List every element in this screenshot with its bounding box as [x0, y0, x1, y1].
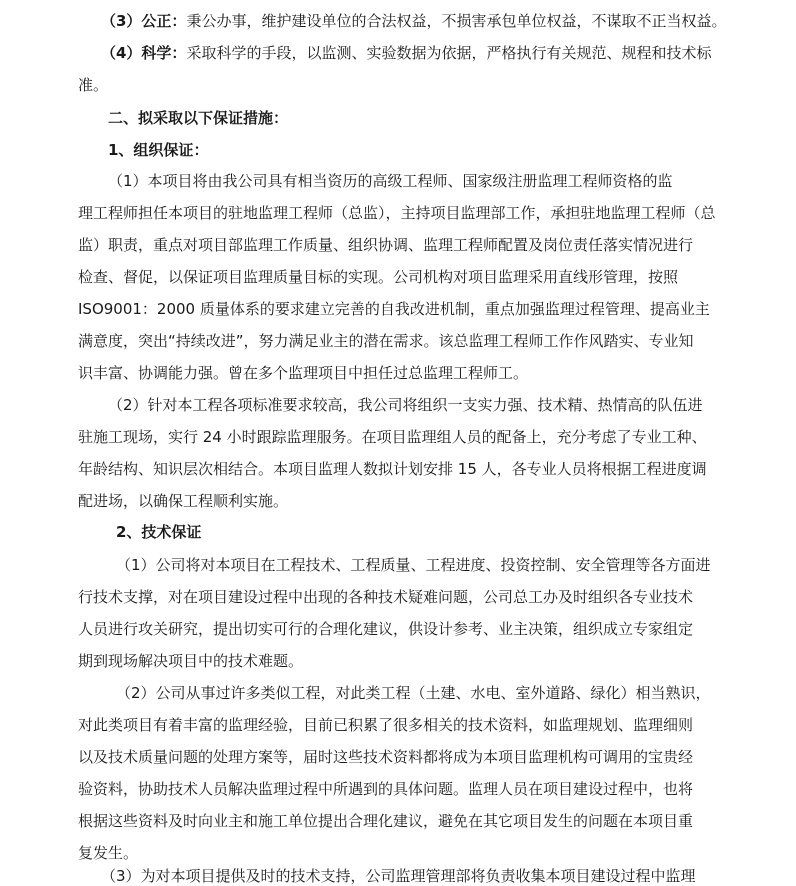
paragraph-line: （1）本项目将由我公司具有相当资历的高级工程师、国家级注册监理工程师资格的监 — [108, 172, 673, 190]
paragraph-line: 复发生。 — [78, 844, 139, 862]
paragraph-line: 驻施工现场，实行 24 小时跟踪监理服务。在项目监理组人员的配备上，充分考虑了专业工种、 — [78, 428, 707, 446]
paragraph-line: 配进场，以确保工程顺利实施。 — [78, 492, 289, 510]
paragraph-line: （2）公司从事过许多类似工程，对此类工程（土建、水电、室外道路、绿化）相当熟识， — [116, 684, 711, 702]
paragraph-line: （1）公司将对本项目在工程技术、工程质量、工程进度、投资控制、安全管理等各方面进 — [116, 556, 711, 574]
item4-line-1 — [101, 43, 796, 63]
paragraph-line: 理工程师担任本项目的驻地监理工程师（总监），主持项目监理部工作，承担驻地监理工程师（总 — [78, 204, 716, 222]
paragraph-line: 行技术支撑，对在项目建设过程中出现的各种技术疑难问题，公司总工办及时组织各专业技术 — [78, 588, 694, 606]
item4-text-1: 采取科学的手段，以监测、实验数据为依据，严格执行有关规范、规程和技术标 — [186, 44, 712, 62]
paragraph-line: （2）针对本工程各项标准要求较高，我公司将组织一支实力强、技术精、热情高的队伍进 — [108, 396, 703, 414]
paragraph-line: 以及技术质量问题的处理方案等，届时这些技术资料都将成为本项目监理机构可调用的宝贵经 — [78, 748, 694, 766]
paragraph-line: 监）职责，重点对项目部监理工作质量、组织协调、监理工程师配置及岗位责任落实情况进行 — [78, 236, 694, 254]
paragraph-line: 根据这些资料及时向业主和施工单位提出合理化建议，避免在其它项目发生的问题在本项目重 — [78, 812, 694, 830]
item3-label: （3）公正： — [101, 12, 187, 30]
paragraph-line: 满意度，突出“持续改进”，努力满足业主的潜在需求。该总监理工程师工作作风踏实、专业知 — [78, 332, 694, 350]
paragraph-line: 期到现场解决项目中的技术难题。 — [78, 652, 304, 670]
section2-heading: 二、拟采取以下保证措施： — [108, 109, 289, 127]
item3-line — [101, 11, 796, 31]
sub2-heading: 2、技术保证 — [116, 523, 202, 541]
sub1-heading: 1、组织保证： — [108, 141, 209, 159]
item4-line-2 — [78, 75, 796, 95]
paragraph-line: 人员进行攻关研究，提出切实可行的合理化建议，供设计参考、业主决策，组织成立专家组定 — [78, 620, 694, 638]
paragraph-line: 识丰富、协调能力强。曾在多个监理项目中担任过总监理工程师工。 — [78, 364, 529, 382]
paragraph-line: 检查、督促，以保证项目监理质量目标的实现。公司机构对项目监理采用直线形管理，按照 — [78, 268, 679, 286]
item4-label: （4）科学： — [101, 44, 187, 62]
paragraph-line: 验资料，协助技术人员解决监理过程中所遇到的具体问题。监理人员在项目建设过程中，也将 — [78, 780, 694, 798]
item3-text: 秉公办事，维护建设单位的合法权益，不损害承包单位权益，不谋取不正当权益。 — [186, 12, 727, 30]
paragraph-line: ISO9001：2000 质量体系的要求建立完善的自我改进机制，重点加强监理过程管理、提高业主 — [78, 300, 710, 318]
paragraph-line: 对此类项目有着丰富的监理经验，目前已积累了很多相关的技术资料，如监理规划、监理细则 — [78, 716, 694, 734]
paragraph-line: （3）为对本项目提供及时的技术支持，公司监理管理部将负责收集本项目建设过程中监理 — [101, 867, 696, 885]
item4-text-2: 准。 — [78, 76, 109, 94]
paragraph-line: 年龄结构、知识层次相结合。本项目监理人数拟计划安排 15 人，各专业人员将根据工程进度调 — [78, 460, 707, 478]
